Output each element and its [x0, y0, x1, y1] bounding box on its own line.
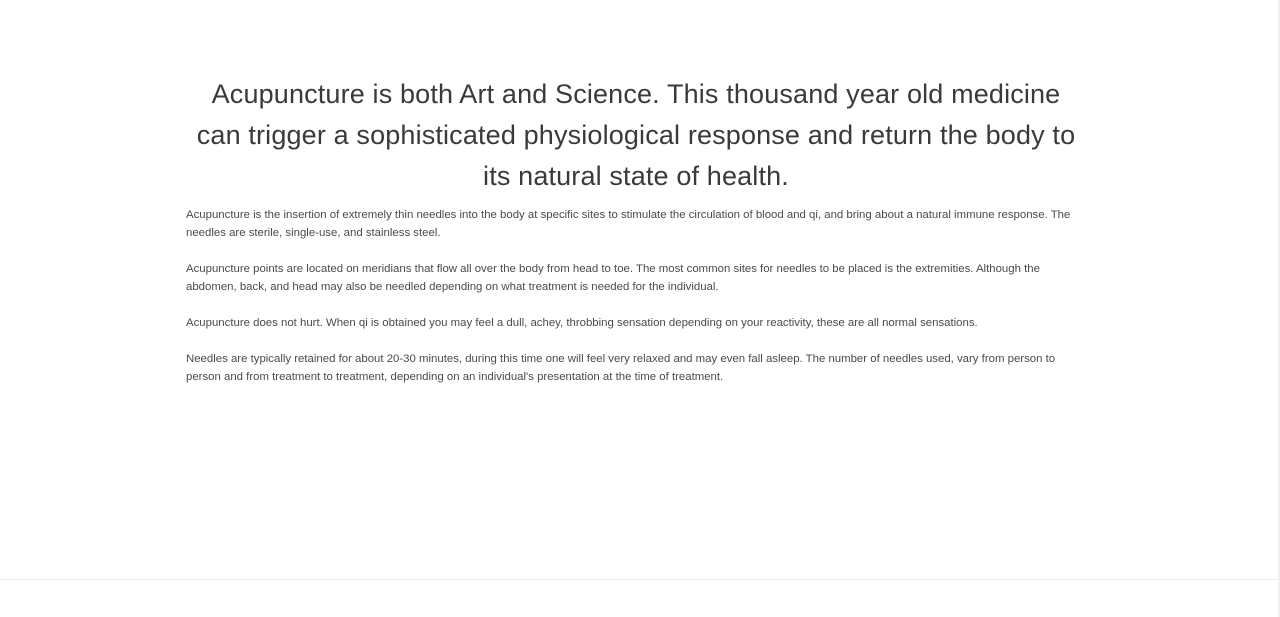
paragraph-retention: Needles are typically retained for about 20-30 minutes, during this time one will feel very relaxed and may even fall asleep. The number of needles used, vary from person to person and from treatment to treatment, depending on an individual's presentation at the time of treatment.	[186, 353, 1056, 383]
paragraph-sensation: Acupuncture does not hurt. When qi is obtained you may feel a dull, achey, throbbing sensation depending on your reactivity, these are all normal sensations.	[186, 317, 978, 329]
paragraph-definition: Acupuncture is the insertion of extremely thin needles into the body at specific sites to stimulate the circulation of blood and qi, and bring about a natural immune response. The needles are sterile, single-use, and stainless steel.	[186, 209, 1071, 239]
footer-divider	[0, 579, 1278, 580]
paragraph-meridians: Acupuncture points are located on meridians that flow all over the body from head to toe. The most common sites for needles to be placed is the extremities. Although the abdomen, back, and head may also be needled depending on what treatment is needed for the individual.	[186, 263, 1040, 293]
page-headline: Acupuncture is both Art and Science. This thousand year old medicine can trigger a sophisticated physiological response and return the body to its natural state of health.	[196, 79, 1076, 191]
body-text	[186, 206, 1086, 386]
main-content	[186, 74, 1086, 404]
